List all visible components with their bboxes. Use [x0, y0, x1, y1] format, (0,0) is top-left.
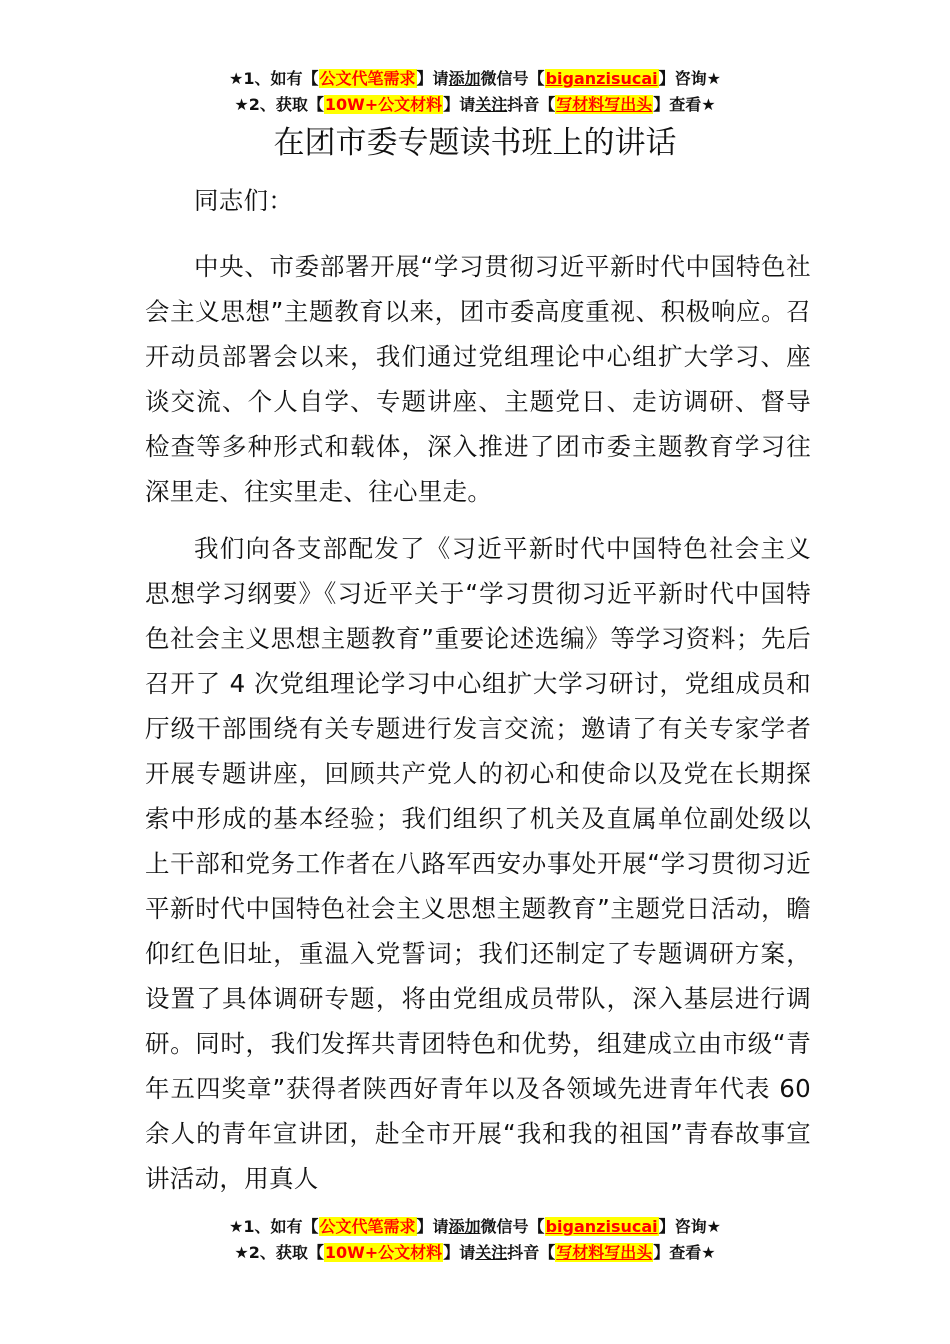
promo-text: 微信号【 — [480, 69, 545, 88]
promo-text: 抖音【 — [507, 95, 556, 114]
paragraph: 我们向各支部配发了《习近平新时代中国特色社会主义思想学习纲要》《习近平关于“学习贯彻习近平新时代中国特色社会主义思想主题教育”重要论述选编》等学习资料；先后召开了 4 次党组理论学习中心组扩大学习研讨，党组成员和厅级干部围绕有关专题进行发言交流；邀请了有关专家学者开展专题讲座，回顾共产党人的初心和使命以及党在长期探索中形成的基本经验；我们组织了机关及直属单位副处级以上干部和党务工作者在八路军西安办事处开展“学习贯彻习近平新时代中国特色社会主义思想主题教育”主题党日活动，瞻仰红色旧址，重温入党誓词；我们还制定了专题调研方案，设置了具体调研专题，将由党组成员带队，深入基层进行调研。同时，我们发挥共青团特色和优势，组建成立由市级“青年五四奖章”获得者陕西好青年以及各领域先进青年代表 60 余人的青年宣讲团，赴全市开展“我和我的祖国”青春故事宣讲活动，用真人 — [145, 534, 811, 1193]
promo-text: 】咨询★ — [658, 69, 721, 88]
promo-highlight: 公文代笔需求 — [319, 1217, 416, 1236]
promo-emphasis: 关注 — [475, 95, 508, 114]
document-title: 在团市委专题读书班上的讲话 — [273, 125, 677, 161]
promo-highlight: 10W+公文材料 — [324, 1243, 443, 1262]
wechat-id-link[interactable]: biganzisucai — [545, 1217, 658, 1236]
promo-text: 抖音【 — [507, 1243, 556, 1262]
promo-text: ★2、获取【 — [234, 95, 324, 114]
promo-text: 】请 — [443, 95, 476, 114]
wechat-id-link[interactable]: biganzisucai — [545, 69, 658, 88]
douyin-account-link[interactable]: 写材料写出头 — [556, 95, 653, 114]
promo-text: 】查看★ — [653, 1243, 716, 1262]
promo-emphasis: 添加 — [448, 1217, 481, 1236]
document-body — [145, 178, 811, 1213]
promo-text: 】请 — [416, 69, 449, 88]
promo-line-2 — [0, 1240, 950, 1266]
promo-emphasis: 添加 — [448, 69, 481, 88]
promo-line-1 — [0, 66, 950, 92]
promo-highlight: 公文代笔需求 — [319, 69, 416, 88]
promo-line-2 — [0, 92, 950, 118]
promo-text: 微信号【 — [480, 1217, 545, 1236]
paragraph: 中央、市委部署开展“学习贯彻习近平新时代中国特色社会主义思想”主题教育以来，团市委高度重视、积极响应。召开动员部署会以来，我们通过党组理论中心组扩大学习、座谈交流、个人自学、专题讲座、主题党日、走访调研、督导检查等多种形式和载体，深入推进了团市委主题教育学习往深里走、往实里走、往心里走。 — [145, 252, 811, 506]
promo-notice-bottom — [0, 1214, 950, 1266]
promo-highlight: 10W+公文材料 — [324, 95, 443, 114]
promo-notice-top — [0, 66, 950, 118]
promo-text: ★2、获取【 — [234, 1243, 324, 1262]
promo-text: 】咨询★ — [658, 1217, 721, 1236]
promo-emphasis: 关注 — [475, 1243, 508, 1262]
salutation: 同志们： — [194, 186, 294, 215]
promo-text: 】请 — [416, 1217, 449, 1236]
douyin-account-link[interactable]: 写材料写出头 — [556, 1243, 653, 1262]
promo-text: 】请 — [443, 1243, 476, 1262]
promo-text: ★1、如有【 — [229, 1217, 319, 1236]
promo-text: 】查看★ — [653, 95, 716, 114]
promo-text: ★1、如有【 — [229, 69, 319, 88]
promo-line-1 — [0, 1214, 950, 1240]
